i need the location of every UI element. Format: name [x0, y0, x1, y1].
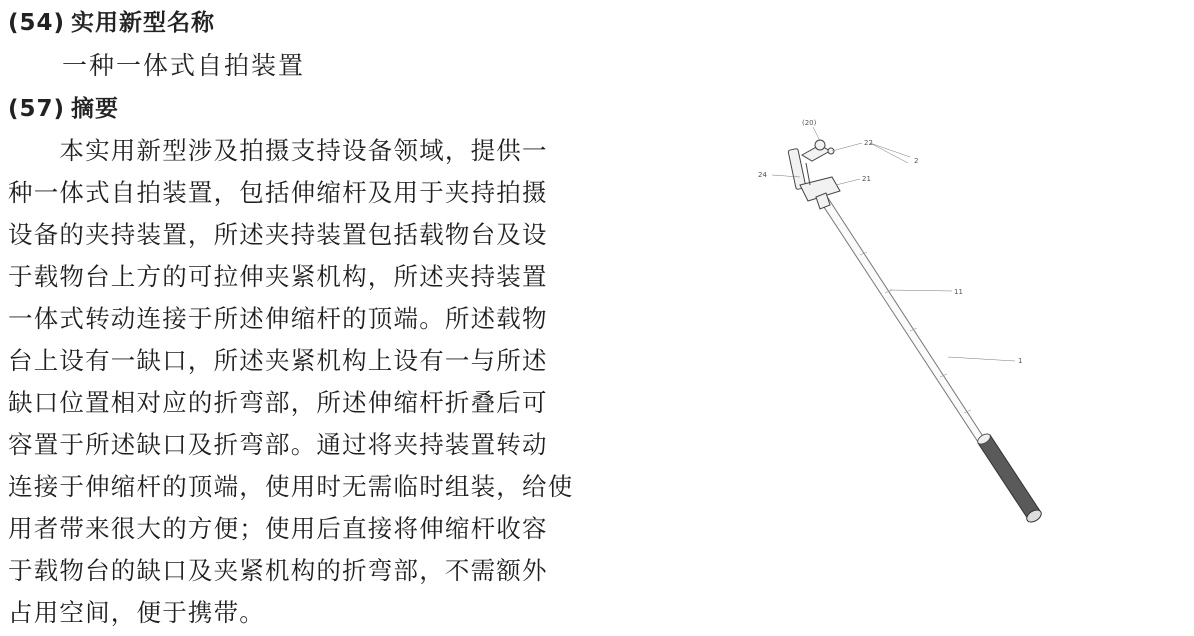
section-57-label: 摘要: [71, 96, 120, 122]
section-54-label: 实用新型名称: [71, 10, 216, 36]
abstract-line: 于载物台的缺口及夹紧机构的折弯部，不需额外: [8, 556, 548, 585]
ref-label-rod-low: 1: [1018, 357, 1023, 365]
ref-label-right-group: 2: [914, 157, 919, 165]
telescopic-rod: [820, 198, 986, 445]
ref-label-right-upper: 22: [864, 139, 873, 147]
abstract-line: 容置于所述缺口及折弯部。通过将夹持装置转动: [8, 430, 548, 459]
ref-label-right-mid: 21: [862, 175, 871, 183]
ref-label-top: (20): [802, 119, 817, 127]
abstract-line: 用者带来很大的方便；使用后直接将伸缩杆收容: [8, 514, 548, 543]
abstract-line: 连接于伸缩杆的顶端，使用时无需临时组装，给使: [8, 472, 574, 501]
utility-model-name: 一种一体式自拍装置: [62, 51, 306, 80]
section-57-heading: [8, 90, 119, 123]
abstract-line: 缺口位置相对应的折弯部，所述伸缩杆折叠后可: [8, 388, 548, 417]
clamp-head: [788, 140, 840, 209]
ref-label-rod-mid: 11: [954, 288, 963, 296]
ref-label-left: 24: [758, 171, 767, 179]
abstract-line: 设备的夹持装置，所述夹持装置包括载物台及设: [8, 220, 548, 249]
abstract-line: 一体式转动连接于所述伸缩杆的顶端。所述载物: [8, 304, 548, 333]
selfie-stick-drawing: [740, 105, 1060, 535]
handle-grip: [976, 432, 1043, 525]
abstract-line: 台上设有一缺口，所述夹紧机构上设有一与所述: [8, 346, 548, 375]
abstract-text: [8, 130, 598, 634]
abstract-line: 种一体式自拍装置，包括伸缩杆及用于夹持拍摄: [8, 178, 548, 207]
abstract-line: 本实用新型涉及拍摄支持设备领域，提供一: [8, 136, 548, 165]
abstract-line: 于载物台上方的可拉伸夹紧机构，所述夹持装置: [8, 262, 548, 291]
section-57-code: (57): [8, 96, 66, 122]
section-54-code: (54): [8, 10, 66, 36]
abstract-line: 占用空间，便于携带。: [8, 598, 265, 627]
section-54-heading: [8, 4, 215, 37]
